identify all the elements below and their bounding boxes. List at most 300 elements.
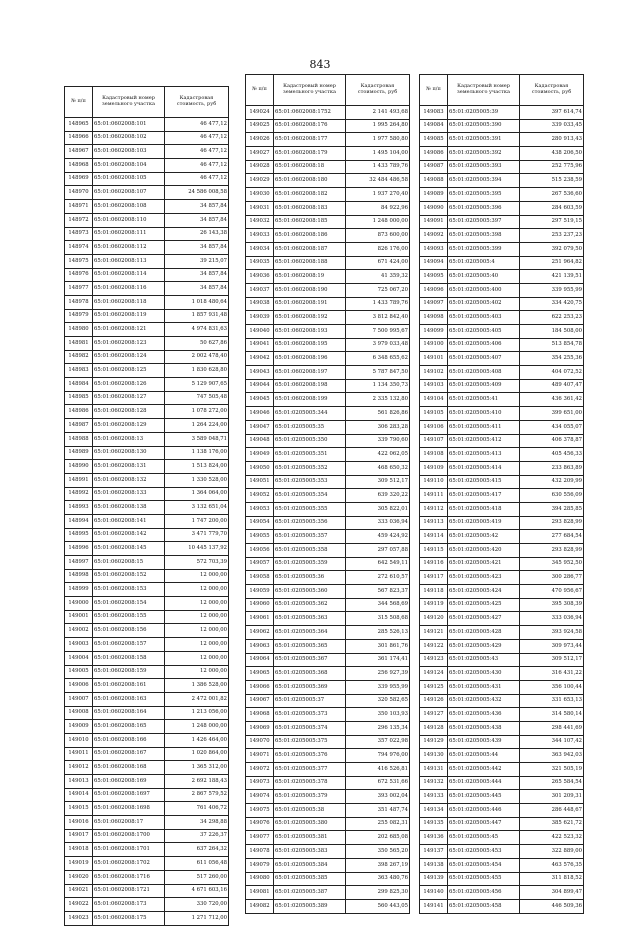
- row-number: 148979: [65, 309, 93, 323]
- cadastral-value: 422 062,05: [346, 448, 410, 462]
- cadastral-value: 12 000,00: [165, 624, 229, 638]
- cadastral-number: 65:01:0602008:103: [93, 145, 165, 159]
- cadastral-number: 65:01:0205005:432: [448, 694, 520, 708]
- table-row: [65, 268, 229, 282]
- table-row: [420, 680, 584, 694]
- cadastral-value: 1 248 000,00: [346, 215, 410, 229]
- row-number: 149004: [65, 651, 93, 665]
- table-row: [246, 338, 410, 352]
- cadastral-value: 3 812 842,40: [346, 311, 410, 325]
- table-row: [420, 215, 584, 229]
- header-num: № п/п: [246, 75, 274, 106]
- row-number: 149010: [65, 733, 93, 747]
- cadastral-value: 446 509,36: [520, 899, 584, 913]
- cadastral-number: 65:01:0205005:369: [274, 680, 346, 694]
- cadastral-number: 65:01:0205005:400: [448, 283, 520, 297]
- cadastral-value: 32 484 486,58: [346, 174, 410, 188]
- cadastral-value: 1 830 628,80: [165, 364, 229, 378]
- row-number: 149136: [420, 831, 448, 845]
- cadastral-number: 65:01:0602008:111: [93, 227, 165, 241]
- cadastral-number: 65:01:0205005:414: [448, 461, 520, 475]
- row-number: 149037: [246, 283, 274, 297]
- table-row: [65, 528, 229, 542]
- cadastral-value: 34 298,88: [165, 816, 229, 830]
- row-number: 149082: [246, 899, 274, 913]
- cadastral-number: 65:01:0602008:190: [274, 283, 346, 297]
- cadastral-value: 406 378,87: [520, 434, 584, 448]
- cadastral-number: 65:01:0205005:405: [448, 325, 520, 339]
- row-number: 149031: [246, 201, 274, 215]
- row-number: 149121: [420, 626, 448, 640]
- table-row: [246, 461, 410, 475]
- table-row: [246, 160, 410, 174]
- cadastral-number: 65:01:0205005:44: [448, 749, 520, 763]
- cadastral-number: 65:01:0602008:164: [93, 706, 165, 720]
- cadastral-value: 672 531,66: [346, 776, 410, 790]
- cadastral-value: 314 580,14: [520, 708, 584, 722]
- cadastral-number: 65:01:0205005:438: [448, 721, 520, 735]
- cadastral-number: 65:01:0205005:425: [448, 598, 520, 612]
- cadastral-value: 394 285,85: [520, 502, 584, 516]
- row-number: 149062: [246, 626, 274, 640]
- row-number: 149077: [246, 831, 274, 845]
- row-number: 148990: [65, 460, 93, 474]
- cadastral-number: 65:01:0205005:362: [274, 598, 346, 612]
- cadastral-value: 50 627,86: [165, 337, 229, 351]
- table-row: [420, 352, 584, 366]
- row-number: 149131: [420, 763, 448, 777]
- row-number: 149092: [420, 229, 448, 243]
- cadastral-number: 65:01:0205005:395: [448, 188, 520, 202]
- cadastral-value: 1 138 176,00: [165, 446, 229, 460]
- table-row: [246, 215, 410, 229]
- row-number: 149002: [65, 624, 93, 638]
- table-row: [65, 295, 229, 309]
- row-number: 149106: [420, 420, 448, 434]
- cadastral-value: 1 364 064,00: [165, 487, 229, 501]
- cadastral-value: 309 512,17: [520, 653, 584, 667]
- table-row: [246, 489, 410, 503]
- row-number: 149080: [246, 872, 274, 886]
- cadastral-number: 65:01:0602008:1700: [93, 829, 165, 843]
- row-number: 149073: [246, 776, 274, 790]
- cadastral-value: 826 176,00: [346, 242, 410, 256]
- cadastral-number: 65:01:0602008:112: [93, 241, 165, 255]
- row-number: 148965: [65, 118, 93, 132]
- row-number: 149127: [420, 708, 448, 722]
- row-number: 149101: [420, 352, 448, 366]
- row-number: 149060: [246, 598, 274, 612]
- cadastral-number: 65:01:0602008:1721: [93, 884, 165, 898]
- row-number: 149009: [65, 720, 93, 734]
- cadastral-number: 65:01:0602008:105: [93, 172, 165, 186]
- row-number: 148966: [65, 131, 93, 145]
- cadastral-number: 65:01:0602008:18: [274, 160, 346, 174]
- row-number: 149000: [65, 597, 93, 611]
- row-number: 149074: [246, 790, 274, 804]
- row-number: 149040: [246, 325, 274, 339]
- cadastral-number: 65:01:0602008:185: [274, 215, 346, 229]
- row-number: 148972: [65, 213, 93, 227]
- cadastral-value: 46 477,12: [165, 172, 229, 186]
- cadastral-number: 65:01:0205005:392: [448, 147, 520, 161]
- row-number: 149028: [246, 160, 274, 174]
- cadastral-value: 1 995 264,80: [346, 119, 410, 133]
- table-row: [65, 816, 229, 830]
- cadastral-value: 622 253,23: [520, 311, 584, 325]
- cadastral-value: 12 000,00: [165, 597, 229, 611]
- row-number: 149105: [420, 407, 448, 421]
- cadastral-number: 65:01:0205005:403: [448, 311, 520, 325]
- cadastral-number: 65:01:0205005:397: [448, 215, 520, 229]
- header-cadastral-number: Кадастровый номер земельного участка: [93, 87, 165, 118]
- table-row: [420, 817, 584, 831]
- row-number: 149123: [420, 653, 448, 667]
- cadastral-number: 65:01:0602008:118: [93, 295, 165, 309]
- cadastral-number: 65:01:0602008:187: [274, 242, 346, 256]
- table-row: [65, 679, 229, 693]
- row-number: 149024: [246, 106, 274, 120]
- cadastral-value: 300 286,77: [520, 571, 584, 585]
- cadastral-number: 65:01:0205005:364: [274, 626, 346, 640]
- cadastral-number: 65:01:0205005:424: [448, 585, 520, 599]
- row-number: 149072: [246, 763, 274, 777]
- cadastral-value: 1 857 931,48: [165, 309, 229, 323]
- table-row: [246, 174, 410, 188]
- row-number: 149108: [420, 448, 448, 462]
- row-number: 149110: [420, 475, 448, 489]
- table-row: [246, 352, 410, 366]
- table-row: [420, 639, 584, 653]
- table-row: [420, 845, 584, 859]
- table-row: [246, 557, 410, 571]
- cadastral-number: 65:01:0602008:130: [93, 446, 165, 460]
- table-row: [65, 432, 229, 446]
- cadastral-value: 637 264,32: [165, 843, 229, 857]
- row-number: 149014: [65, 788, 93, 802]
- row-number: 149046: [246, 407, 274, 421]
- cadastral-value: 1 020 864,00: [165, 747, 229, 761]
- cadastral-value: 277 684,54: [520, 530, 584, 544]
- row-number: 149035: [246, 256, 274, 270]
- table-row: [65, 350, 229, 364]
- table-row: [65, 569, 229, 583]
- cadastral-number: 65:01:0205005:446: [448, 804, 520, 818]
- table-row: [65, 651, 229, 665]
- cadastral-number: 65:01:0602008:152: [93, 569, 165, 583]
- header-cadastral-number: Кадастровый номер земельного участка: [274, 75, 346, 106]
- row-number: 149096: [420, 283, 448, 297]
- table-row: [65, 638, 229, 652]
- row-number: 149021: [65, 884, 93, 898]
- table-row: [246, 694, 410, 708]
- cadastral-number: 65:01:0602008:155: [93, 610, 165, 624]
- cadastral-number: 65:01:0602008:168: [93, 761, 165, 775]
- table-row: [420, 708, 584, 722]
- cadastral-number: 65:01:0602008:15: [93, 556, 165, 570]
- table-row: [246, 667, 410, 681]
- cadastral-table-middle: [245, 74, 410, 914]
- table-row: [246, 229, 410, 243]
- cadastral-value: 311 818,52: [520, 872, 584, 886]
- row-number: 149069: [246, 721, 274, 735]
- cadastral-value: 253 237,23: [520, 229, 584, 243]
- row-number: 149094: [420, 256, 448, 270]
- cadastral-value: 46 477,12: [165, 118, 229, 132]
- row-number: 149051: [246, 475, 274, 489]
- cadastral-value: 333 036,94: [520, 612, 584, 626]
- table-row: [65, 761, 229, 775]
- cadastral-number: 65:01:0602008:124: [93, 350, 165, 364]
- header-cadastral-number: Кадастровый номер земельного участка: [448, 75, 520, 106]
- cadastral-value: 436 361,42: [520, 393, 584, 407]
- row-number: 148997: [65, 556, 93, 570]
- table-row: [420, 571, 584, 585]
- table-row: [420, 475, 584, 489]
- cadastral-value: 1 937 270,40: [346, 188, 410, 202]
- cadastral-number: 65:01:0205005:350: [274, 434, 346, 448]
- cadastral-value: 34 857,84: [165, 241, 229, 255]
- table-row: [246, 283, 410, 297]
- cadastral-value: 5 129 907,65: [165, 378, 229, 392]
- cadastral-value: 305 822,01: [346, 502, 410, 516]
- cadastral-number: 65:01:0602008:179: [274, 147, 346, 161]
- cadastral-number: 65:01:0602008:1716: [93, 870, 165, 884]
- cadastral-number: 65:01:0602008:193: [274, 325, 346, 339]
- row-number: 149085: [420, 133, 448, 147]
- cadastral-number: 65:01:0205005:360: [274, 585, 346, 599]
- table-row: [65, 227, 229, 241]
- row-number: 149130: [420, 749, 448, 763]
- table-row: [246, 311, 410, 325]
- table-row: [246, 393, 410, 407]
- cadastral-number: 65:01:0602008:119: [93, 309, 165, 323]
- cadastral-value: 10 445 137,92: [165, 542, 229, 556]
- table-row: [246, 270, 410, 284]
- cadastral-value: 393 924,58: [520, 626, 584, 640]
- cadastral-number: 65:01:0205005:415: [448, 475, 520, 489]
- table-row: [65, 775, 229, 789]
- cadastral-number: 65:01:0602008:154: [93, 597, 165, 611]
- table-row: [420, 366, 584, 380]
- row-number: 149018: [65, 843, 93, 857]
- table-row: [420, 516, 584, 530]
- row-number: 149044: [246, 379, 274, 393]
- cadastral-number: 65:01:0602008:182: [274, 188, 346, 202]
- cadastral-value: 333 036,94: [346, 516, 410, 530]
- cadastral-value: 293 828,99: [520, 516, 584, 530]
- cadastral-number: 65:01:0602008:163: [93, 692, 165, 706]
- cadastral-number: 65:01:0205005:444: [448, 776, 520, 790]
- table-row: [246, 119, 410, 133]
- row-number: 149015: [65, 802, 93, 816]
- table-row: [420, 133, 584, 147]
- cadastral-number: 65:01:0602008:183: [274, 201, 346, 215]
- table-row: [420, 256, 584, 270]
- cadastral-number: 65:01:0205005:357: [274, 530, 346, 544]
- cadastral-value: 12 000,00: [165, 569, 229, 583]
- cadastral-value: 463 576,35: [520, 858, 584, 872]
- row-number: 149019: [65, 857, 93, 871]
- cadastral-number: 65:01:0602008:157: [93, 638, 165, 652]
- row-number: 149102: [420, 366, 448, 380]
- table-row: [246, 708, 410, 722]
- table-row: [65, 172, 229, 186]
- cadastral-value: 2 867 579,52: [165, 788, 229, 802]
- table-row: [420, 283, 584, 297]
- row-number: 148976: [65, 268, 93, 282]
- cadastral-number: 65:01:0602008:167: [93, 747, 165, 761]
- row-number: 148983: [65, 364, 93, 378]
- cadastral-number: 65:01:0205005:417: [448, 489, 520, 503]
- cadastral-number: 65:01:0205005:427: [448, 612, 520, 626]
- cadastral-value: 46 477,12: [165, 131, 229, 145]
- table-row: [246, 242, 410, 256]
- cadastral-value: 252 775,96: [520, 160, 584, 174]
- cadastral-number: 65:01:0205005:379: [274, 790, 346, 804]
- cadastral-value: 515 238,59: [520, 174, 584, 188]
- cadastral-number: 65:01:0205005:356: [274, 516, 346, 530]
- table-row: [420, 242, 584, 256]
- cadastral-number: 65:01:0205005:402: [448, 297, 520, 311]
- table-row: [65, 843, 229, 857]
- table-row: [420, 557, 584, 571]
- cadastral-value: 233 863,89: [520, 461, 584, 475]
- table-row: [246, 434, 410, 448]
- cadastral-value: 2 002 478,40: [165, 350, 229, 364]
- cadastral-number: 65:01:0602008:153: [93, 583, 165, 597]
- cadastral-number: 65:01:0205005:374: [274, 721, 346, 735]
- cadastral-value: 3 471 779,70: [165, 528, 229, 542]
- cadastral-value: 272 610,57: [346, 571, 410, 585]
- table-row: [246, 653, 410, 667]
- table-row: [420, 694, 584, 708]
- cadastral-value: 630 556,09: [520, 489, 584, 503]
- cadastral-number: 65:01:0205005:413: [448, 448, 520, 462]
- row-number: 149097: [420, 297, 448, 311]
- table-row: [420, 201, 584, 215]
- cadastral-number: 65:01:0602008:173: [93, 898, 165, 912]
- row-number: 149132: [420, 776, 448, 790]
- cadastral-number: 65:01:0205005:429: [448, 639, 520, 653]
- row-number: 149090: [420, 201, 448, 215]
- row-number: 149122: [420, 639, 448, 653]
- cadastral-value: 4 974 831,63: [165, 323, 229, 337]
- table-row: [65, 282, 229, 296]
- cadastral-number: 65:01:0205005:453: [448, 845, 520, 859]
- table-row: [420, 448, 584, 462]
- cadastral-number: 65:01:0205005:38: [274, 804, 346, 818]
- row-number: 149140: [420, 886, 448, 900]
- cadastral-value: 393 002,04: [346, 790, 410, 804]
- table-row: [65, 405, 229, 419]
- table-row: [420, 776, 584, 790]
- row-number: 149042: [246, 352, 274, 366]
- cadastral-value: 331 653,13: [520, 694, 584, 708]
- table-row: [65, 624, 229, 638]
- cadastral-value: 298 441,69: [520, 721, 584, 735]
- cadastral-value: 1 134 350,73: [346, 379, 410, 393]
- cadastral-number: 65:01:0602008:116: [93, 282, 165, 296]
- row-number: 149091: [420, 215, 448, 229]
- table-row: [65, 200, 229, 214]
- cadastral-number: 65:01:0205005:383: [274, 845, 346, 859]
- table-row: [246, 680, 410, 694]
- table-row: [65, 802, 229, 816]
- table-row: [246, 776, 410, 790]
- row-number: 148996: [65, 542, 93, 556]
- cadastral-number: 65:01:0205005:363: [274, 612, 346, 626]
- cadastral-value: 470 956,67: [520, 585, 584, 599]
- cadastral-number: 65:01:0205005:442: [448, 763, 520, 777]
- row-number: 148987: [65, 419, 93, 433]
- table-row: [246, 858, 410, 872]
- cadastral-number: 65:01:0205005:445: [448, 790, 520, 804]
- cadastral-value: 517 260,00: [165, 870, 229, 884]
- table-row: [246, 817, 410, 831]
- cadastral-value: 3 979 033,48: [346, 338, 410, 352]
- cadastral-number: 65:01:0602008:191: [274, 297, 346, 311]
- row-number: 149032: [246, 215, 274, 229]
- row-number: 149103: [420, 379, 448, 393]
- row-number: 149084: [420, 119, 448, 133]
- table-row: [420, 502, 584, 516]
- cadastral-value: 5 787 847,50: [346, 366, 410, 380]
- cadastral-value: 1 330 528,00: [165, 473, 229, 487]
- table-row: [246, 516, 410, 530]
- row-number: 149061: [246, 612, 274, 626]
- table-row: [420, 626, 584, 640]
- cadastral-number: 65:01:0602008:125: [93, 364, 165, 378]
- row-number: 148981: [65, 337, 93, 351]
- row-number: 149141: [420, 899, 448, 913]
- cadastral-number: 65:01:0602008:1702: [93, 857, 165, 871]
- cadastral-value: 309 973,44: [520, 639, 584, 653]
- cadastral-value: 34 857,84: [165, 282, 229, 296]
- row-number: 149117: [420, 571, 448, 585]
- cadastral-value: 351 487,74: [346, 804, 410, 818]
- table-row: [65, 323, 229, 337]
- cadastral-value: 330 720,00: [165, 898, 229, 912]
- cadastral-number: 65:01:0205005:43: [448, 653, 520, 667]
- table-row: [65, 419, 229, 433]
- table-row: [420, 886, 584, 900]
- table-row: [65, 309, 229, 323]
- cadastral-value: 350 565,20: [346, 845, 410, 859]
- row-number: 149120: [420, 612, 448, 626]
- cadastral-value: 513 854,78: [520, 338, 584, 352]
- cadastral-value: 315 508,68: [346, 612, 410, 626]
- row-number: 149079: [246, 858, 274, 872]
- cadastral-value: 1 018 480,64: [165, 295, 229, 309]
- table-row: [246, 407, 410, 421]
- table-row: [65, 870, 229, 884]
- table-row: [420, 667, 584, 681]
- cadastral-number: 65:01:0602008:114: [93, 268, 165, 282]
- cadastral-value: 37 226,37: [165, 829, 229, 843]
- table-row: [246, 749, 410, 763]
- table-row: [420, 735, 584, 749]
- table-row: [420, 653, 584, 667]
- cadastral-value: 309 512,17: [346, 475, 410, 489]
- row-number: 149039: [246, 311, 274, 325]
- row-number: 148989: [65, 446, 93, 460]
- cadastral-number: 65:01:0602008:177: [274, 133, 346, 147]
- cadastral-value: 293 828,99: [520, 544, 584, 558]
- row-number: 148980: [65, 323, 93, 337]
- cadastral-value: 1 513 824,00: [165, 460, 229, 474]
- row-number: 149081: [246, 886, 274, 900]
